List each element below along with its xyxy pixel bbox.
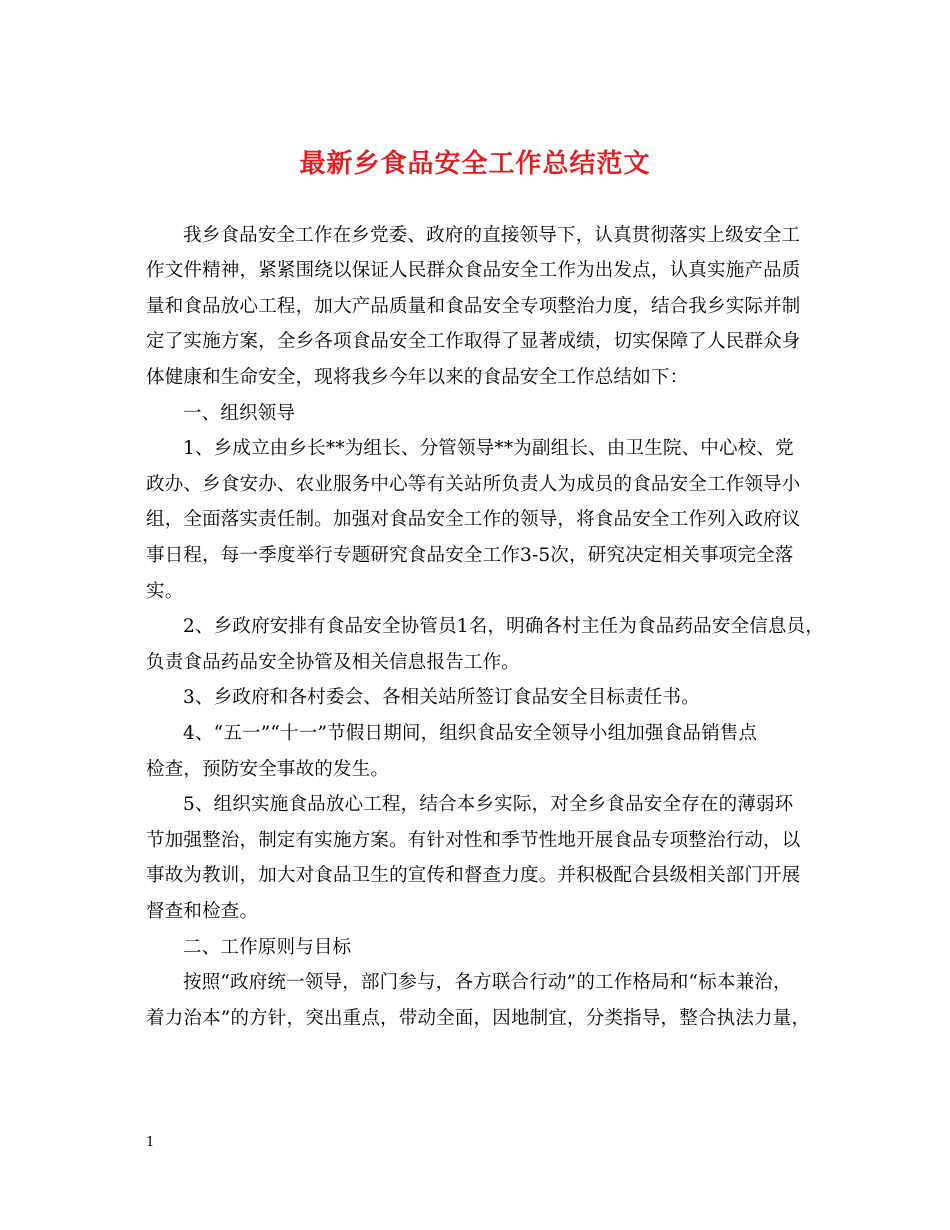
paragraph-line: 2、乡政府安排有食品安全协管员1名，明确各村主任为食品药品安全信息员， xyxy=(183,616,825,637)
paragraph-line: 检查，预防安全事故的发生。 xyxy=(146,759,390,780)
paragraph-line: 着力治本”的方针，突出重点，带动全面，因地制宜，分类指导，整合执法力量， xyxy=(146,1008,811,1029)
paragraph-line: 3、乡政府和各村委会、各相关站所签订食品安全目标责任书。 xyxy=(183,687,700,708)
paragraph-line: 4、“五一”“十一”节假日期间，组织食品安全领导小组加强食品销售点 xyxy=(183,723,758,744)
paragraph-line: 定了实施方案，全乡各项食品安全工作取得了显著成绩，切实保障了人民群众身 xyxy=(146,331,801,352)
paragraph-line: 事故为教训，加大对食品卫生的宣传和督查力度。并积极配合县级相关部门开展 xyxy=(146,865,801,886)
paragraph-line: 5、组织实施食品放心工程，结合本乡实际，对全乡食品安全存在的薄弱环 xyxy=(183,794,794,815)
section-heading: 二、工作原则与目标 xyxy=(183,937,352,958)
paragraph-line: 量和食品放心工程，加大产品质量和食品安全专项整治力度，结合我乡实际并制 xyxy=(146,296,801,317)
paragraph-line: 体健康和生命安全，现将我乡今年以来的食品安全工作总结如下： xyxy=(146,367,689,388)
paragraph-line: 按照“政府统一领导，部门参与，各方联合行动”的工作格局和“标本兼治， xyxy=(183,972,792,993)
page-title: 最新乡食品安全工作总结范文 xyxy=(299,149,651,179)
paragraph-line: 事日程，每一季度举行专题研究食品安全工作3-5次，研究决定相关事项完全落 xyxy=(146,545,794,566)
paragraph-line: 政办、乡食安办、农业服务中心等有关站所负责人为成员的食品安全工作领导小 xyxy=(146,474,801,495)
paragraph-line: 负责食品药品安全协管及相关信息报告工作。 xyxy=(146,652,521,673)
paragraph-line: 组，全面落实责任制。加强对食品安全工作的领导，将食品安全工作列入政府议 xyxy=(146,509,801,530)
paragraph-line: 实。 xyxy=(146,581,184,602)
paragraph-line: 1、乡成立由乡长**为组长、分管领导**为副组长、由卫生院、中心校、党 xyxy=(183,438,794,459)
paragraph-line: 作文件精神，紧紧围绕以保证人民群众食品安全工作为出发点，认真实施产品质 xyxy=(146,260,801,281)
paragraph-line: 节加强整治，制定有实施方案。有针对性和季节性地开展食品专项整治行动，以 xyxy=(146,830,801,851)
paragraph-line: 督查和检查。 xyxy=(146,901,259,922)
page-number: 1 xyxy=(146,1135,155,1150)
section-heading: 一、组织领导 xyxy=(183,403,296,424)
paragraph-line: 我乡食品安全工作在乡党委、政府的直接领导下，认真贯彻落实上级安全工 xyxy=(183,225,801,246)
